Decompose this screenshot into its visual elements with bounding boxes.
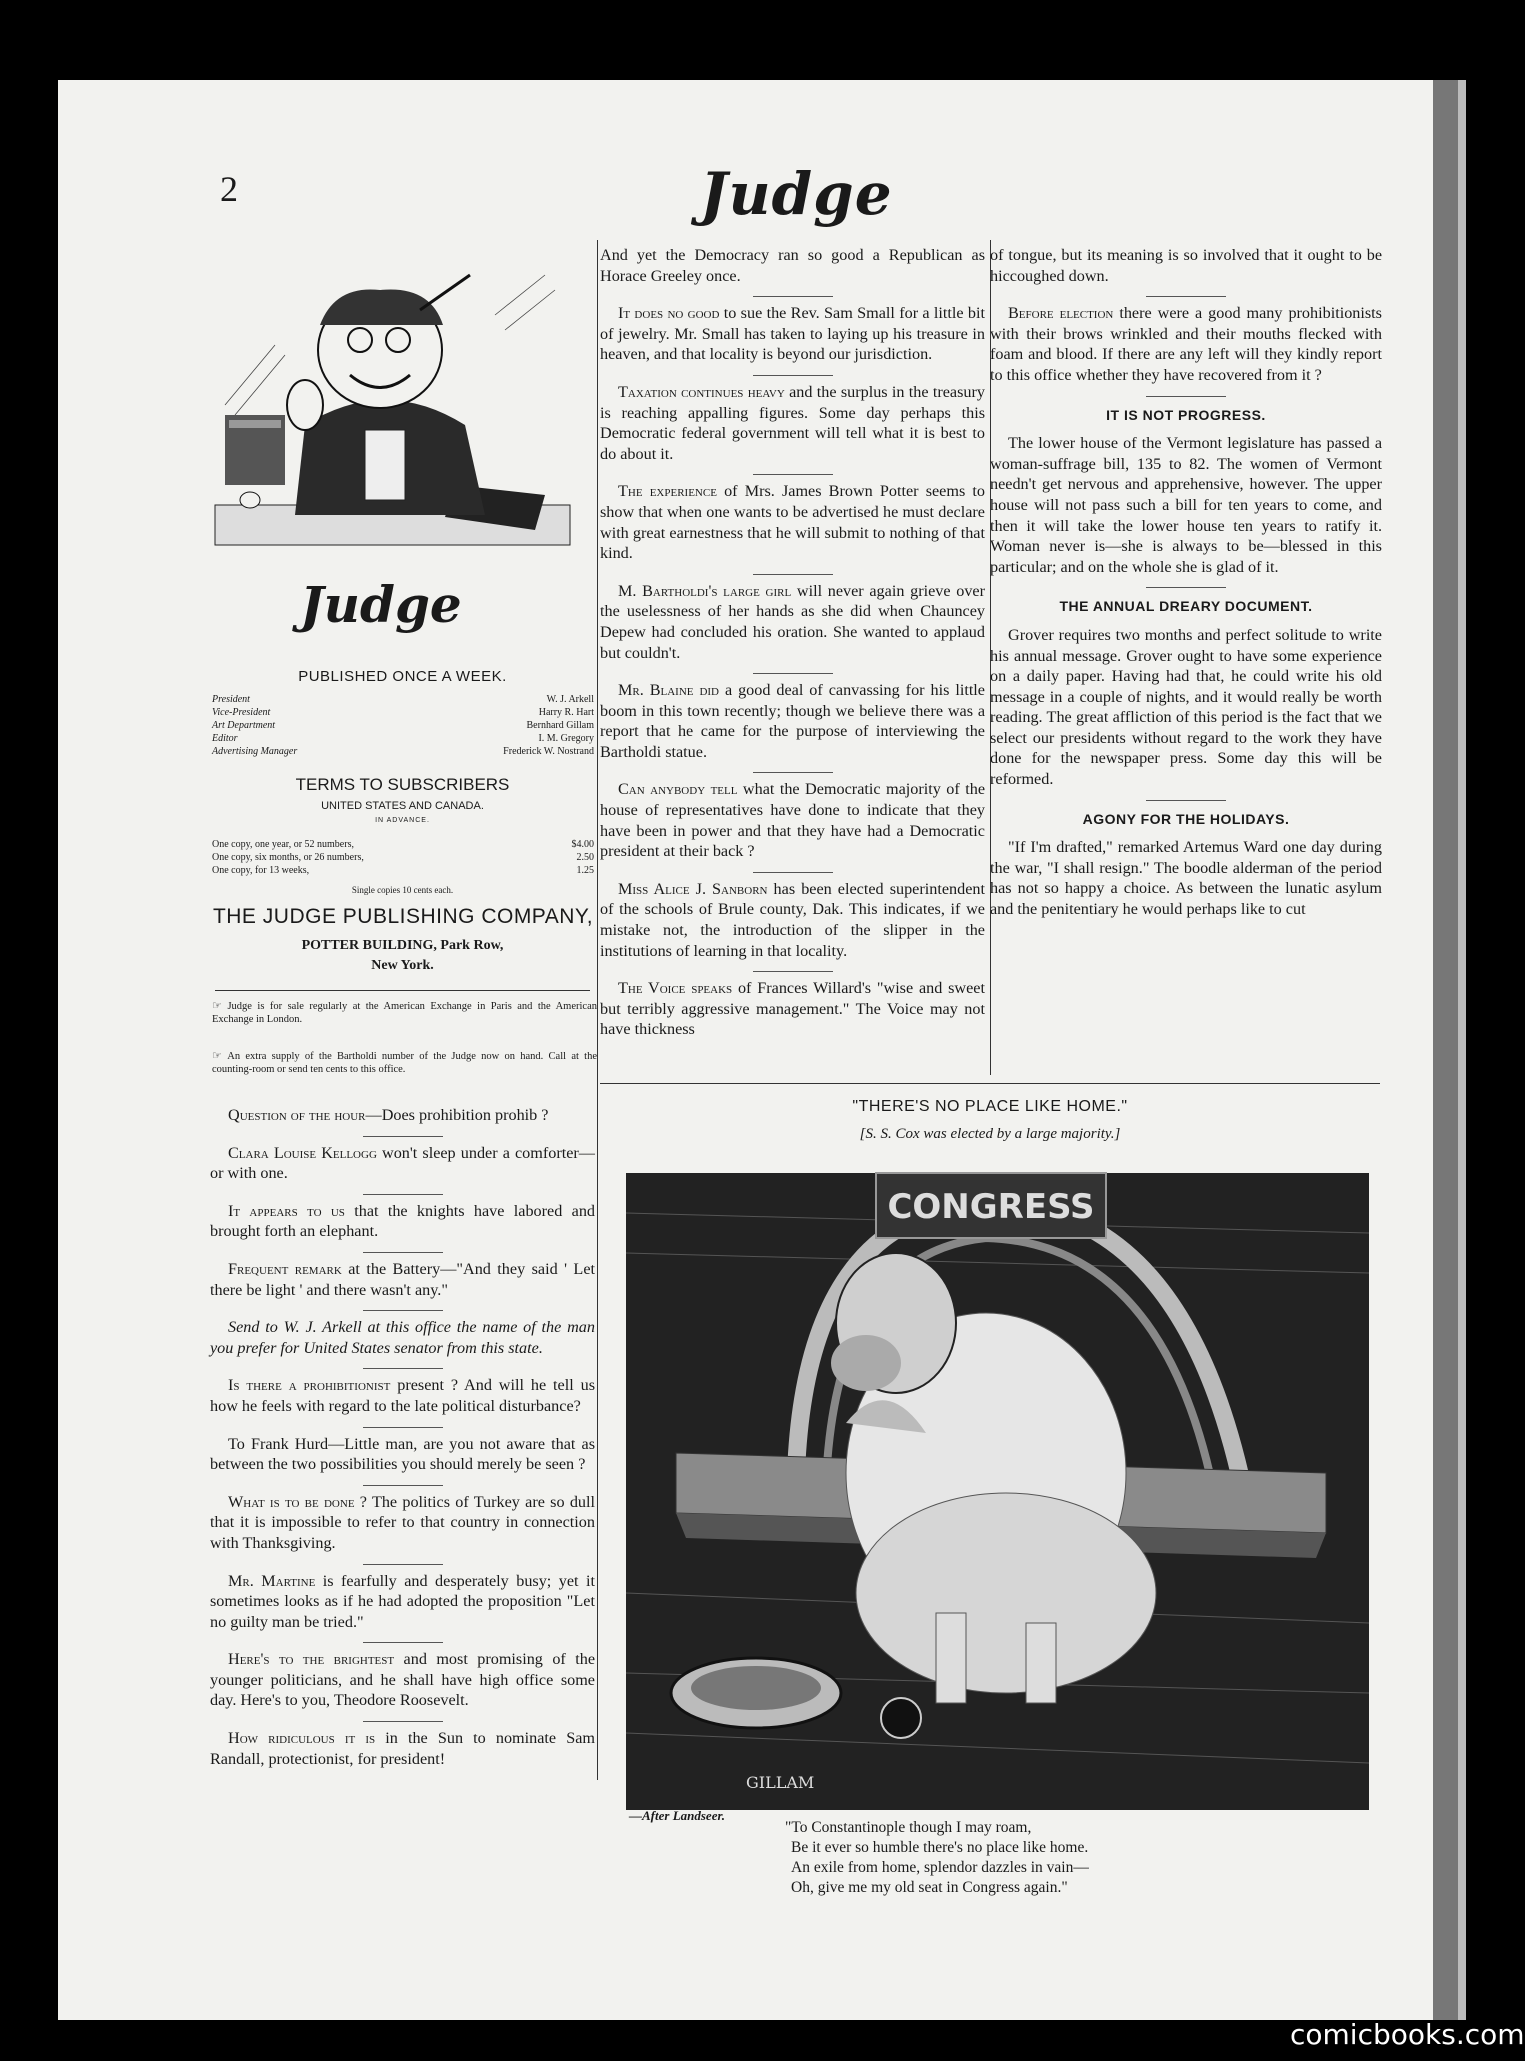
separator: [753, 574, 833, 575]
paragraph-text: that the knights have labored and brought forth an elephant.: [210, 1201, 596, 1241]
section-divider: [600, 1083, 1380, 1084]
staff-row: [212, 706, 594, 719]
single-copy-price: Single copies 10 cents each.: [351, 885, 454, 895]
paragraph-text: to sue the Rev. Sam Small for a little bit of jewelry. Mr. Small has taken to laying up his treasure in heaven, and that locality is beyond our jurisdiction.: [600, 304, 986, 364]
paragraph-lead: Can anybody tell: [618, 780, 738, 799]
page-number: 2: [220, 169, 238, 209]
sale-notice-text: Judge is for sale regularly at the American Exchange in Paris and the American Exchange in London.: [212, 1001, 597, 1025]
separator: [1146, 800, 1226, 801]
paragraph: [990, 625, 1382, 790]
paragraph: [210, 1317, 595, 1358]
paragraph-lead: Miss Alice J. Sanborn: [618, 879, 768, 898]
separator: [363, 1252, 443, 1253]
paragraph-text: at the Battery—"And they said ' Let there be light ' and there wasn't any.": [210, 1259, 596, 1299]
paragraph-text: The politics of Turkey are so dull that it is impossible to refer to that country in connection with Thanksgiving.: [210, 1492, 595, 1552]
paragraph-lead: Is there a prohibitionist: [228, 1376, 391, 1395]
section-heading: THE ANNUAL DREARY DOCUMENT.: [1059, 598, 1313, 615]
paragraph: [210, 1201, 595, 1242]
paragraph-text: The lower house of the Vermont legislature has passed a woman-suffrage bill, 135 to 82. The women of Vermont needn't get nervous and apprehensive, however. The upper house will not pass such a bill for ten years to come, and then it will take the lower house ten years to ratify it. Woman never is—she is always to be—blessed in this particular; and on the whole she is glad of it.: [990, 434, 1382, 576]
staff-list: [212, 693, 594, 758]
paragraph-text: present ? And will he tell us how he feels with regard to the late political disturbance?: [210, 1376, 596, 1415]
paragraph-lead: Frequent remark: [228, 1259, 342, 1278]
paragraph-text: —Little man, are you not aware that as between the two possibilities you should merely be seen ?: [210, 1434, 595, 1474]
separator: [1146, 587, 1226, 588]
paragraph-lead: How ridiculous it is: [228, 1729, 376, 1748]
staff-name: W. J. Arkell: [546, 694, 594, 705]
staff-role: Art Department: [212, 720, 276, 731]
verse-line: Be it ever so humble there's no place like home.: [791, 1839, 1089, 1856]
paragraph-lead: The Voice speaks: [618, 979, 733, 998]
paragraph-text: in the Sun to nominate Sam Randall, protectionist, for president!: [210, 1729, 595, 1768]
paragraph-lead: Clara Louise Kellogg: [228, 1143, 377, 1162]
price-row: [212, 864, 594, 877]
price-row: [212, 838, 594, 851]
paragraph-lead: Mr. Martine: [228, 1571, 316, 1590]
separator: [363, 1427, 443, 1428]
separator: [1146, 296, 1226, 297]
paragraph-text: "If I'm drafted," remarked Artemus Ward one day during the war, "I shall resign." The boodle alderman of the period has not so happy a choice. As between the lunatic asylum and the penitentiary he would perhaps like to cut: [990, 838, 1382, 919]
paragraph-lead: Mr. Blaine did: [618, 681, 719, 700]
section-heading: AGONY FOR THE HOLIDAYS.: [1082, 810, 1290, 827]
paragraph: [600, 245, 985, 286]
extra-supply-notice: [212, 1050, 597, 1076]
paragraph: [990, 303, 1382, 385]
publisher-name: THE JUDGE PUBLISHING COMPANY,: [212, 905, 594, 928]
paragraph: [600, 879, 985, 961]
cartoon-title: "THERE'S NO PLACE LIKE HOME.": [852, 1098, 1128, 1115]
paragraph: [600, 481, 985, 563]
paragraph: [210, 1492, 595, 1554]
paragraph: [600, 680, 985, 762]
staff-row: [212, 745, 594, 758]
cartoon-verse: [785, 1818, 1245, 1898]
paragraph-text: —Does prohibition prohib ?: [365, 1106, 549, 1124]
paragraph-text: of Frances Willard's "wise and sweet but terribly aggressive management." The Voice may not have thickness: [600, 979, 985, 1039]
sidebar-masthead: Judge: [300, 575, 462, 634]
paragraph: [210, 1259, 595, 1300]
terms-region: UNITED STATES AND CANADA.: [321, 800, 484, 812]
paragraph: [600, 978, 985, 1040]
artist-signature: GILLAM: [746, 1773, 815, 1792]
paragraph-lead: To Frank Hurd: [228, 1434, 329, 1453]
paragraph-text: And yet the Democracy ran so good a Republican as Horace Greeley once.: [600, 246, 985, 285]
separator: [363, 1368, 443, 1369]
paragraph: [990, 433, 1382, 577]
staff-role: Advertising Manager: [212, 746, 298, 757]
verse-line: An exile from home, splendor dazzles in vain—: [791, 1859, 1089, 1876]
paragraph-lead: Taxation continues heavy: [618, 382, 785, 401]
paragraph-text: and the surplus in the treasury is reaching appalling figures. Some day perhaps this Democratic federal government will tell what it is best to do about it.: [600, 382, 985, 463]
price-label: One copy, for 13 weeks,: [212, 865, 310, 876]
column-3: [990, 245, 1382, 930]
cox-dog-illustration: [626, 1173, 1369, 1810]
pointing-hand-icon: ☞: [212, 1000, 228, 1012]
terms-advance: IN ADVANCE.: [375, 817, 430, 824]
paragraph-text: won't sleep under a comforter—or with one.: [210, 1143, 595, 1183]
after-credit: —After Landseer.: [629, 1808, 726, 1823]
sale-notice: [212, 1000, 597, 1026]
separator: [363, 1485, 443, 1486]
paragraph-text: will never again grieve over the uselessness of her hands as she did when Chauncey Depew had concluded his oration. She wanted to applaud but couldn't.: [600, 581, 985, 662]
verse-line: Oh, give me my old seat in Congress again.": [791, 1879, 1068, 1896]
price-label: One copy, six months, or 26 numbers,: [212, 852, 364, 863]
pointing-hand-icon: ☞: [212, 1050, 228, 1062]
separator: [753, 772, 833, 773]
paragraph-text: of tongue, but its meaning is so involved that it ought to be hiccoughed down.: [990, 246, 1382, 285]
column-rule: [597, 240, 598, 1780]
paragraph: [600, 303, 985, 365]
separator: [363, 1310, 443, 1311]
paragraph-text: of Mrs. James Brown Potter seems to show that when one wants to be advertised he must declare with great earnestness that he will submit to nothing of that kind.: [600, 482, 985, 563]
staff-row: [212, 693, 594, 706]
staff-name: Frederick W. Nostrand: [503, 746, 594, 757]
paragraph-lead: The experience: [618, 482, 717, 501]
divider: [215, 990, 590, 991]
paragraph-text: Send to W. J. Arkell at this office the name of the man you prefer for United States senator from this state.: [210, 1318, 595, 1357]
separator: [753, 474, 833, 475]
paragraph-lead: Here's to the brightest: [228, 1650, 395, 1669]
cartoon-subtitle: [S. S. Cox was elected by a large majority.]: [859, 1126, 1121, 1142]
terms-heading: TERMS TO SUBSCRIBERS: [295, 775, 510, 794]
separator: [363, 1194, 443, 1195]
staff-role: Vice-President: [212, 707, 271, 718]
paragraph: [600, 779, 985, 861]
extra-supply-notice-text: An extra supply of the Bartholdi number of the Judge now on hand. Call at the counting-room or send ten cents to this office.: [212, 1051, 597, 1075]
engraving-drawing: [626, 1173, 1369, 1810]
paragraph-text: has been elected superintendent of the schools of Brule county, Dak. This indicates, if we mistake not, the introduction of the slipper in the institutions of learning in that locality.: [600, 879, 985, 960]
staff-name: I. M. Gregory: [538, 733, 594, 744]
paragraph: [210, 1143, 595, 1184]
separator: [753, 673, 833, 674]
separator: [1146, 396, 1226, 397]
separator: [753, 375, 833, 376]
page-edge: [1433, 80, 1458, 2020]
paragraph: [600, 382, 985, 464]
price-list: [212, 838, 594, 877]
paragraph-text: a good deal of canvassing for his little boom in this town recently; though we believe there was a report that he came for the purpose of interviewing the Bartholdi statue.: [600, 681, 985, 761]
separator: [753, 296, 833, 297]
separator: [363, 1564, 443, 1565]
page-edge-light: [1458, 80, 1466, 2020]
price-label: One copy, one year, or 52 numbers,: [212, 839, 354, 850]
paragraph-text: there were a good many prohibitionists with their brows wrinkled and their mouths flecked with foam and blood. If there are any left will they kindly report to this office whether they have recovered from it ?: [990, 304, 1382, 384]
paragraph: [210, 1375, 595, 1416]
paragraph-text: what the Democratic majority of the house of representatives have done to indicate that they have been in power and that they have had a Democratic president at their back ?: [600, 780, 986, 861]
masthead-title: Judge: [700, 160, 893, 228]
column-1: [210, 1105, 595, 1779]
separator: [753, 971, 833, 972]
column-2: [600, 245, 985, 1050]
separator: [363, 1642, 443, 1643]
paragraph-text: is fearfully and desperately busy; yet it sometimes looks as if he had adopted the proposition "Let no guilty man be tried.": [210, 1571, 595, 1631]
publication-frequency: PUBLISHED ONCE A WEEK.: [298, 668, 507, 685]
paragraph-text: and most promising of the younger politicians, and he shall have high office some day. Here's to you, Theodore Roosevelt.: [210, 1650, 595, 1710]
paragraph: [210, 1649, 595, 1711]
separator: [363, 1136, 443, 1137]
staff-name: Harry R. Hart: [538, 707, 594, 718]
price-row: [212, 851, 594, 864]
paragraph-lead: It does no good: [618, 304, 720, 323]
paragraph: [990, 245, 1382, 286]
paragraph: [210, 1434, 595, 1475]
paragraph: [210, 1728, 595, 1769]
paragraph-lead: Before election: [1008, 304, 1114, 323]
staff-role: Editor: [212, 733, 238, 744]
staff-row: [212, 732, 594, 745]
publisher-address: POTTER BUILDING, Park Row,: [301, 938, 504, 953]
congress-sign: CONGRESS: [887, 1187, 1095, 1227]
section-heading: IT IS NOT PROGRESS.: [1106, 406, 1266, 423]
publisher-city: New York.: [371, 958, 434, 973]
paragraph: [990, 837, 1382, 919]
paragraph-lead: What is to be done ?: [228, 1492, 367, 1511]
price-value: 2.50: [576, 852, 594, 863]
paragraph-lead: It appears to us: [228, 1201, 345, 1220]
verse-line: "To Constantinople though I may roam,: [785, 1819, 1032, 1836]
watermark: comicbooks.com: [1290, 2018, 1525, 2051]
paragraph: [210, 1571, 595, 1633]
staff-role: President: [212, 694, 250, 705]
paragraph-lead: M. Bartholdi's large girl: [618, 581, 792, 600]
paragraph: [210, 1105, 595, 1126]
separator: [753, 872, 833, 873]
price-value: 1.25: [576, 865, 594, 876]
judge-caricature-illustration: [215, 255, 570, 545]
staff-row: [212, 719, 594, 732]
separator: [363, 1721, 443, 1722]
paragraph-text: Grover requires two months and perfect solitude to write his annual message. Grover ought to have some experience on a daily paper. Having had that, he could write his old message in a couple of nights, and it would really be worth reading. The great affliction of this period is the fact that we select our presidents without regard to the work they have done for the newspaper press. Some day this will be reformed.: [990, 625, 1382, 789]
staff-name: Bernhard Gillam: [526, 720, 594, 731]
paragraph-lead: Question of the hour: [228, 1106, 366, 1124]
price-value: $4.00: [571, 839, 594, 850]
paragraph: [600, 581, 985, 663]
